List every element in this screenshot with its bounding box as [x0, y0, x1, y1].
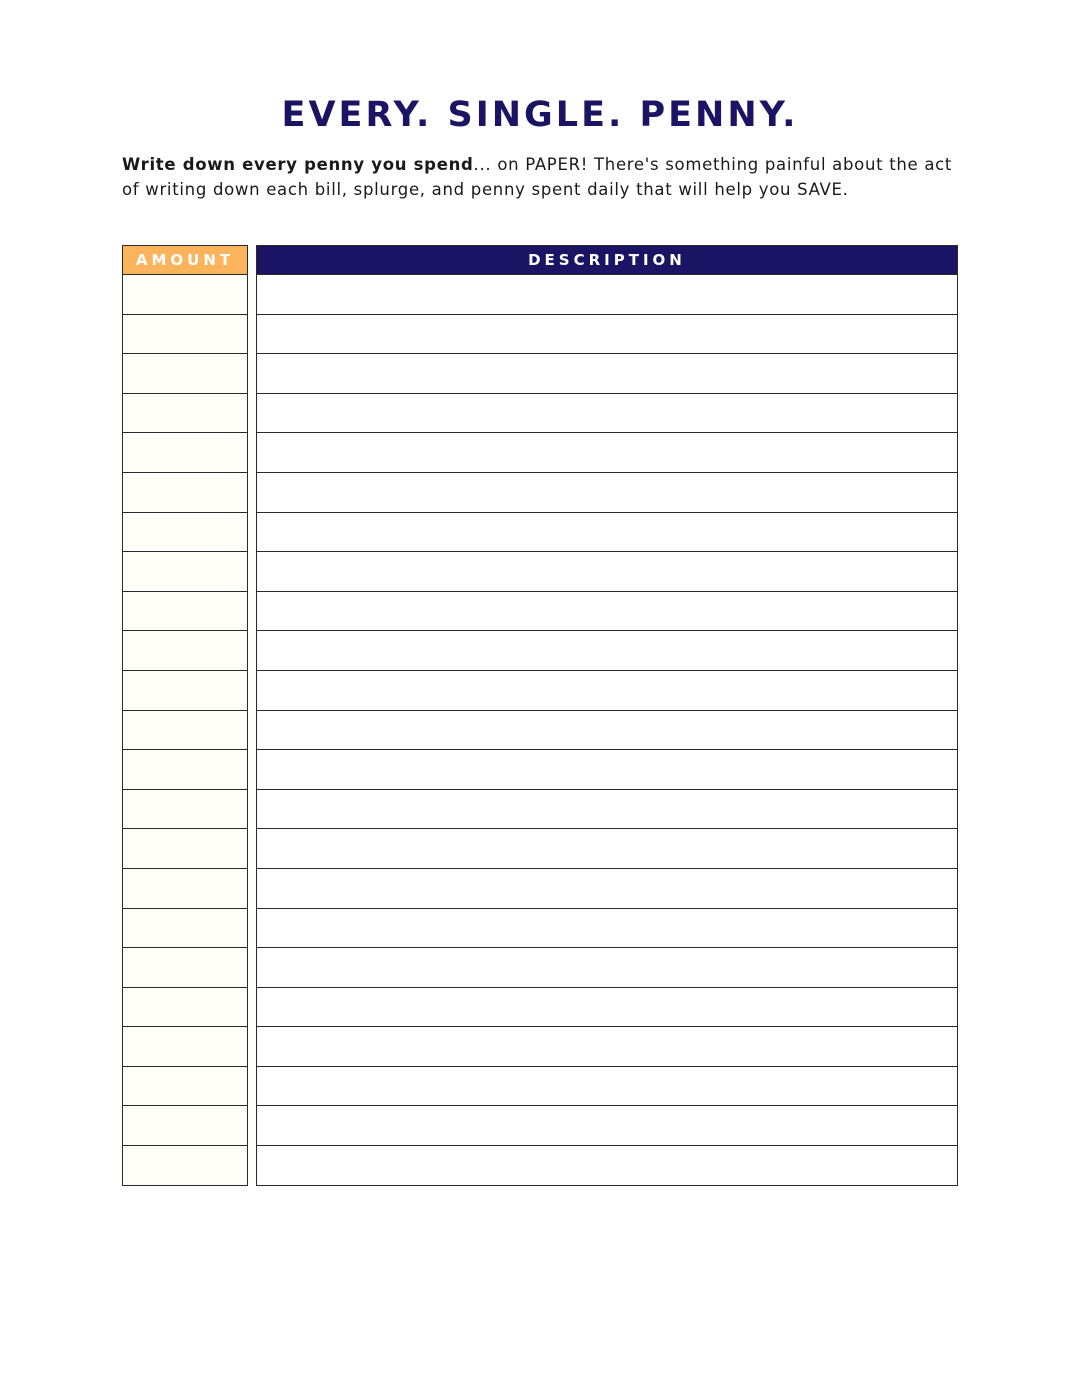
amount-cell[interactable]	[123, 394, 247, 434]
description-cell[interactable]	[257, 354, 957, 394]
amount-column	[122, 245, 248, 1186]
amount-cell[interactable]	[123, 552, 247, 592]
amount-cell[interactable]	[123, 513, 247, 553]
amount-cell[interactable]	[123, 315, 247, 355]
amount-cell[interactable]	[123, 592, 247, 632]
description-cell[interactable]	[257, 275, 957, 315]
amount-header: AMOUNT	[122, 245, 248, 275]
page-title: EVERY. SINGLE. PENNY.	[281, 95, 799, 136]
amount-cell[interactable]	[123, 750, 247, 790]
description-cell[interactable]	[257, 315, 957, 355]
amount-cell[interactable]	[123, 711, 247, 751]
description-cell[interactable]	[257, 473, 957, 513]
description-column	[256, 245, 958, 1186]
amount-cell[interactable]	[123, 354, 247, 394]
description-cell[interactable]	[257, 948, 957, 988]
description-cell[interactable]	[257, 1067, 957, 1107]
amount-cell[interactable]	[123, 1027, 247, 1067]
amount-cell[interactable]	[123, 829, 247, 869]
amount-cell[interactable]	[123, 1106, 247, 1146]
amount-cell[interactable]	[123, 988, 247, 1028]
amount-cell[interactable]	[123, 433, 247, 473]
description-cell[interactable]	[257, 671, 957, 711]
description-cell[interactable]	[257, 1106, 957, 1146]
amount-cell[interactable]	[123, 909, 247, 949]
description-cell[interactable]	[257, 631, 957, 671]
description-cell[interactable]	[257, 711, 957, 751]
amount-cell[interactable]	[123, 948, 247, 988]
description-header: DESCRIPTION	[256, 245, 958, 275]
description-cell[interactable]	[257, 790, 957, 830]
amount-cell[interactable]	[123, 869, 247, 909]
description-cell[interactable]	[257, 750, 957, 790]
description-cell[interactable]	[257, 1146, 957, 1186]
description-cell[interactable]	[257, 592, 957, 632]
description-cell[interactable]	[257, 1027, 957, 1067]
intro-paragraph	[122, 152, 962, 202]
amount-cell[interactable]	[123, 473, 247, 513]
description-cell[interactable]	[257, 909, 957, 949]
amount-cell[interactable]	[123, 790, 247, 830]
intro-rest-text: ... on PAPER! There's something painful about the act of writing down each bill, splurge, and penny spent daily that will help you SAVE.	[122, 155, 953, 199]
description-cell[interactable]	[257, 433, 957, 473]
amount-cell[interactable]	[123, 275, 247, 315]
amount-cell[interactable]	[123, 1067, 247, 1107]
description-cell[interactable]	[257, 513, 957, 553]
description-cell[interactable]	[257, 988, 957, 1028]
description-cell[interactable]	[257, 394, 957, 434]
description-cell[interactable]	[257, 829, 957, 869]
amount-rows	[122, 275, 248, 1186]
description-cell[interactable]	[257, 552, 957, 592]
intro-bold-text: Write down every penny you spend	[122, 155, 474, 174]
amount-cell[interactable]	[123, 1146, 247, 1186]
description-rows	[256, 275, 958, 1186]
description-cell[interactable]	[257, 869, 957, 909]
amount-cell[interactable]	[123, 671, 247, 711]
amount-cell[interactable]	[123, 631, 247, 671]
